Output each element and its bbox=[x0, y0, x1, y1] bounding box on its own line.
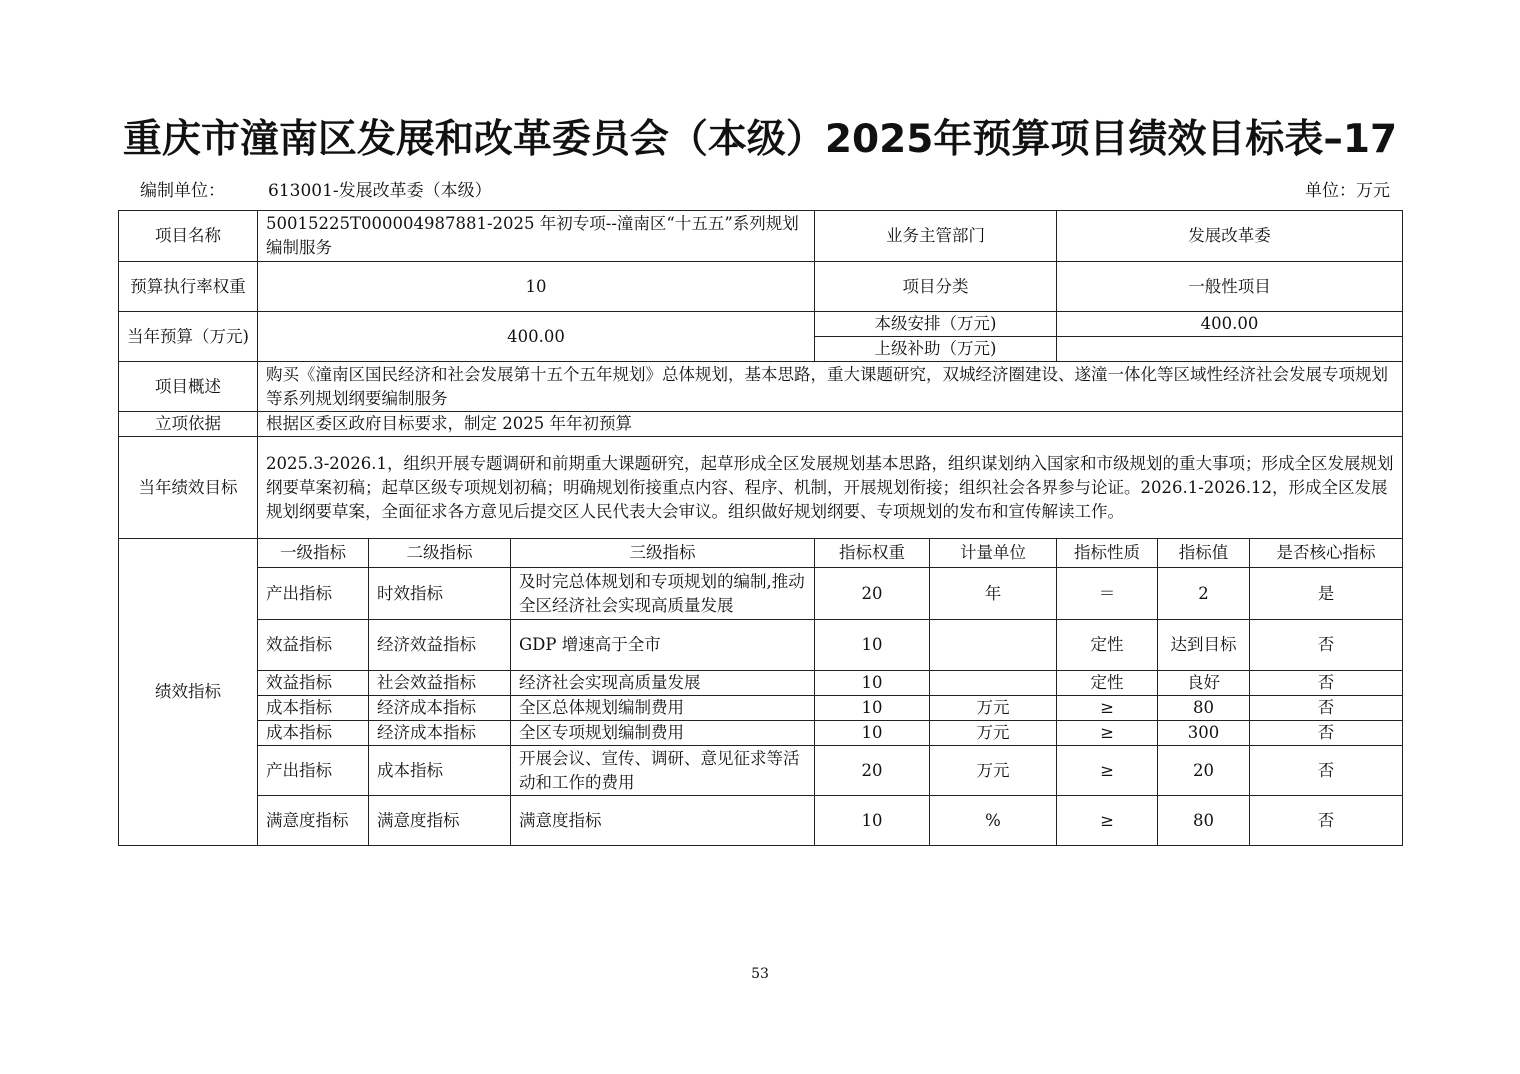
table-cell: 否 bbox=[1250, 620, 1403, 671]
table-cell: ＝ bbox=[1057, 568, 1158, 620]
unit-label: 编制单位： bbox=[140, 181, 225, 201]
table-cell: GDP 增速高于全市 bbox=[511, 620, 815, 671]
column-header: 指标值 bbox=[1158, 539, 1250, 568]
table-cell: ≥ bbox=[1057, 696, 1158, 721]
dept-value: 发展改革委 bbox=[1057, 211, 1403, 262]
table-cell: 万元 bbox=[930, 721, 1057, 746]
column-header: 指标权重 bbox=[815, 539, 930, 568]
table-cell: 是 bbox=[1250, 568, 1403, 620]
table-row bbox=[119, 696, 1403, 721]
table-cell bbox=[930, 671, 1057, 696]
table-row bbox=[119, 362, 1403, 412]
table-cell: 80 bbox=[1158, 696, 1250, 721]
weight-value: 10 bbox=[258, 262, 815, 312]
table-cell: 否 bbox=[1250, 671, 1403, 696]
table-cell: 满意度指标 bbox=[511, 796, 815, 846]
table-cell: 满意度指标 bbox=[258, 796, 369, 846]
table-row bbox=[119, 312, 1403, 337]
table-cell: 10 bbox=[815, 721, 930, 746]
table-cell: 产出指标 bbox=[258, 568, 369, 620]
project-name: 50015225T000004987881-2025 年初专项--潼南区“十五五”系列规划编制服务 bbox=[258, 211, 815, 262]
table-row bbox=[119, 412, 1403, 437]
table-cell: 成本指标 bbox=[258, 696, 369, 721]
table-cell: 20 bbox=[815, 746, 930, 796]
table-cell: 经济社会实现高质量发展 bbox=[511, 671, 815, 696]
table-row bbox=[119, 437, 1403, 539]
table-row bbox=[119, 620, 1403, 671]
currency-note: 单位：万元 bbox=[1305, 181, 1390, 201]
table-cell: 时效指标 bbox=[369, 568, 511, 620]
goal-value: 2025.3-2026.1，组织开展专题调研和前期重大课题研究，起草形成全区发展规划基本思路，组织谋划纳入国家和市级规划的重大事项；形成全区发展规划纲要草案初稿；起草区级专项规划初稿；明确规划衔接重点内容、程序、机制，开展规划衔接；组织社会各界参与论证。2026.1-2026.12，形成全区发展规划纲要草案，全面征求各方意见后提交区人民代表大会审议。组织做好规划纲要、专项规划的发布和宣传解读工作。 bbox=[258, 437, 1403, 539]
table-cell: 80 bbox=[1158, 796, 1250, 846]
table-cell: 成本指标 bbox=[258, 721, 369, 746]
table-cell: 效益指标 bbox=[258, 671, 369, 696]
table-cell: 否 bbox=[1250, 796, 1403, 846]
category-value: 一般性项目 bbox=[1057, 262, 1403, 312]
cell-label: 项目概述 bbox=[119, 362, 258, 412]
table-cell: 成本指标 bbox=[369, 746, 511, 796]
table-cell: 2 bbox=[1158, 568, 1250, 620]
column-header: 二级指标 bbox=[369, 539, 511, 568]
upper-value bbox=[1057, 337, 1403, 362]
table-cell: 及时完总体规划和专项规划的编制,推动全区经济社会实现高质量发展 bbox=[511, 568, 815, 620]
table-cell: 定性 bbox=[1057, 620, 1158, 671]
table-cell: 10 bbox=[815, 796, 930, 846]
table-cell: ≥ bbox=[1057, 746, 1158, 796]
table-row bbox=[119, 671, 1403, 696]
table-cell: 良好 bbox=[1158, 671, 1250, 696]
table-cell: 否 bbox=[1250, 696, 1403, 721]
table-row bbox=[119, 721, 1403, 746]
column-header: 计量单位 bbox=[930, 539, 1057, 568]
cell-label: 项目分类 bbox=[815, 262, 1057, 312]
table-cell: % bbox=[930, 796, 1057, 846]
cell-label: 项目名称 bbox=[119, 211, 258, 262]
table-cell: 产出指标 bbox=[258, 746, 369, 796]
table-cell: 20 bbox=[1158, 746, 1250, 796]
cell-label: 当年绩效目标 bbox=[119, 437, 258, 539]
table-cell: 全区总体规划编制费用 bbox=[511, 696, 815, 721]
table-cell: 10 bbox=[815, 671, 930, 696]
table-cell: 效益指标 bbox=[258, 620, 369, 671]
performance-table bbox=[118, 210, 1403, 846]
cell-label: 预算执行率权重 bbox=[119, 262, 258, 312]
budget-value: 400.00 bbox=[258, 312, 815, 362]
table-cell: 10 bbox=[815, 696, 930, 721]
table-cell: 经济成本指标 bbox=[369, 696, 511, 721]
table-cell: 万元 bbox=[930, 696, 1057, 721]
table-cell: 10 bbox=[815, 620, 930, 671]
table-row bbox=[119, 796, 1403, 846]
table-cell: 经济成本指标 bbox=[369, 721, 511, 746]
overview-value: 购买《潼南区国民经济和社会发展第十五个五年规划》总体规划，基本思路，重大课题研究，双城经济圈建设、遂潼一体化等区域性经济社会发展专项规划等系列规划纲要编制服务 bbox=[258, 362, 1403, 412]
local-value: 400.00 bbox=[1057, 312, 1403, 337]
cell-label: 本级安排（万元) bbox=[815, 312, 1057, 337]
page-number: 53 bbox=[751, 966, 769, 982]
table-cell: ≥ bbox=[1057, 796, 1158, 846]
cell-label: 上级补助（万元) bbox=[815, 337, 1057, 362]
table-row bbox=[119, 262, 1403, 312]
cell-label: 当年预算（万元) bbox=[119, 312, 258, 362]
table-cell bbox=[930, 620, 1057, 671]
table-cell: 社会效益指标 bbox=[369, 671, 511, 696]
table-row bbox=[119, 211, 1403, 262]
table-cell: 开展会议、宣传、调研、意见征求等活动和工作的费用 bbox=[511, 746, 815, 796]
unit-value: 613001-发展改革委（本级） bbox=[268, 181, 492, 201]
column-header: 指标性质 bbox=[1057, 539, 1158, 568]
column-header: 一级指标 bbox=[258, 539, 369, 568]
table-row bbox=[119, 568, 1403, 620]
table-cell: 否 bbox=[1250, 746, 1403, 796]
table-cell: 达到目标 bbox=[1158, 620, 1250, 671]
indicator-header-row bbox=[119, 539, 1403, 568]
table-cell: 满意度指标 bbox=[369, 796, 511, 846]
table-row bbox=[119, 746, 1403, 796]
basis-value: 根据区委区政府目标要求，制定 2025 年年初预算 bbox=[258, 412, 1403, 437]
table-cell: 20 bbox=[815, 568, 930, 620]
table-cell: 万元 bbox=[930, 746, 1057, 796]
table-cell: 全区专项规划编制费用 bbox=[511, 721, 815, 746]
cell-label: 绩效指标 bbox=[119, 539, 258, 846]
cell-label: 立项依据 bbox=[119, 412, 258, 437]
table-cell: 300 bbox=[1158, 721, 1250, 746]
cell-label: 业务主管部门 bbox=[815, 211, 1057, 262]
column-header: 三级指标 bbox=[511, 539, 815, 568]
table-cell: 否 bbox=[1250, 721, 1403, 746]
column-header: 是否核心指标 bbox=[1250, 539, 1403, 568]
table-cell: 定性 bbox=[1057, 671, 1158, 696]
table-cell: 年 bbox=[930, 568, 1057, 620]
table-cell: 经济效益指标 bbox=[369, 620, 511, 671]
page-title: 重庆市潼南区发展和改革委员会（本级）2025年预算项目绩效目标表–17 bbox=[122, 117, 1398, 162]
table-cell: ≥ bbox=[1057, 721, 1158, 746]
